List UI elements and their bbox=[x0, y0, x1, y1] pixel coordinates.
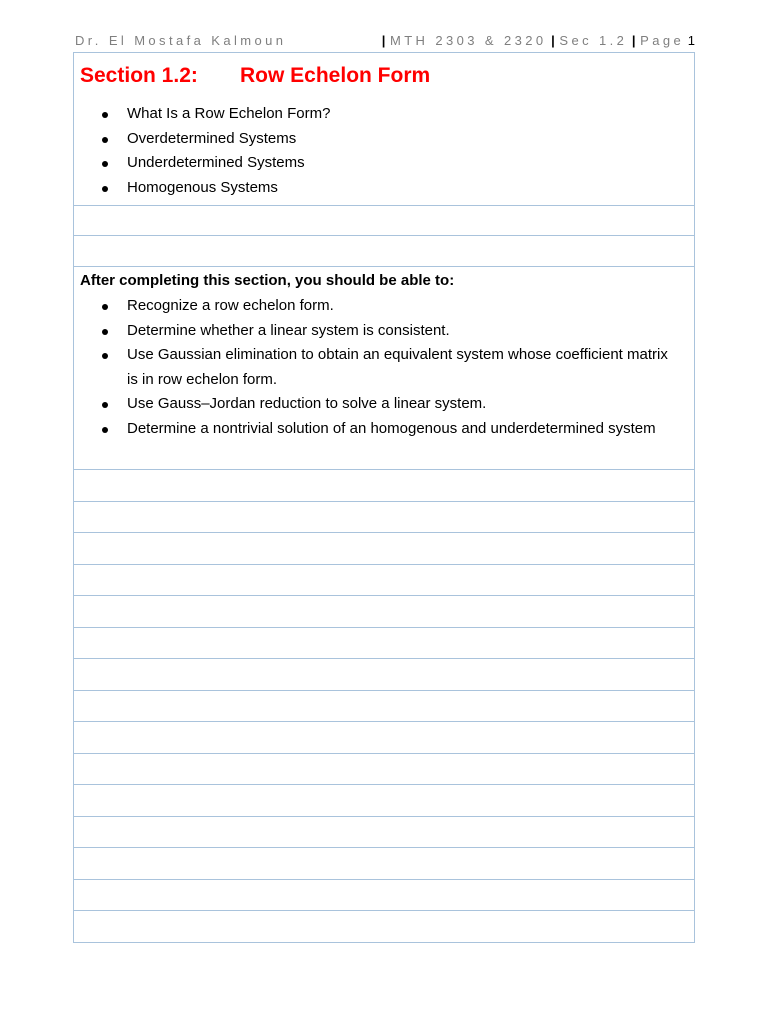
note-line bbox=[74, 470, 694, 502]
section-title-cell bbox=[74, 53, 694, 206]
list-item: Determine whether a linear system is consistent. bbox=[80, 319, 688, 344]
note-line bbox=[74, 722, 694, 754]
header-section: Sec 1.2 bbox=[559, 33, 628, 48]
list-item: Overdetermined Systems bbox=[80, 127, 694, 152]
note-line bbox=[74, 502, 694, 534]
blank-row bbox=[74, 206, 694, 236]
list-item: Underdetermined Systems bbox=[80, 151, 694, 176]
header-separator: | bbox=[631, 33, 636, 48]
header-page-label: Page bbox=[640, 33, 685, 48]
objectives-heading: After completing this section, you should be able to: bbox=[80, 272, 455, 289]
note-line bbox=[74, 565, 694, 597]
objectives-list bbox=[80, 294, 688, 442]
note-line bbox=[74, 911, 694, 943]
list-item: Use Gauss–Jordan reduction to solve a linear system. bbox=[80, 392, 688, 417]
note-line bbox=[74, 785, 694, 817]
header-separator: | bbox=[551, 33, 555, 48]
blank-row bbox=[74, 236, 694, 267]
topic-list bbox=[80, 102, 694, 200]
header-separator: | bbox=[381, 33, 386, 48]
objectives-cell bbox=[74, 267, 694, 470]
notes-table bbox=[73, 52, 695, 943]
note-line bbox=[74, 533, 694, 565]
note-line bbox=[74, 691, 694, 723]
note-line bbox=[74, 817, 694, 849]
header-page-number: 1 bbox=[687, 33, 695, 48]
list-item: Recognize a row echelon form. bbox=[80, 294, 688, 319]
page-header bbox=[75, 33, 695, 51]
section-number: Section 1.2: bbox=[80, 64, 198, 87]
note-line bbox=[74, 848, 694, 880]
section-name: Row Echelon Form bbox=[240, 64, 431, 87]
note-line bbox=[74, 628, 694, 660]
list-item: Homogenous Systems bbox=[80, 176, 694, 201]
list-item: What Is a Row Echelon Form? bbox=[80, 102, 694, 127]
section-title bbox=[80, 59, 694, 93]
header-author: Dr. El Mostafa Kalmoun bbox=[75, 33, 287, 48]
note-line bbox=[74, 880, 694, 912]
list-item: Use Gaussian elimination to obtain an equivalent system whose coefficient matrix is in row echelon form. bbox=[80, 343, 688, 392]
header-course-info bbox=[381, 33, 695, 48]
note-line bbox=[74, 754, 694, 786]
header-course: MTH 2303 & 2320 bbox=[389, 33, 547, 48]
note-line bbox=[74, 596, 694, 628]
list-item: Determine a nontrivial solution of an homogenous and underdetermined system bbox=[80, 417, 688, 442]
note-line bbox=[74, 659, 694, 691]
